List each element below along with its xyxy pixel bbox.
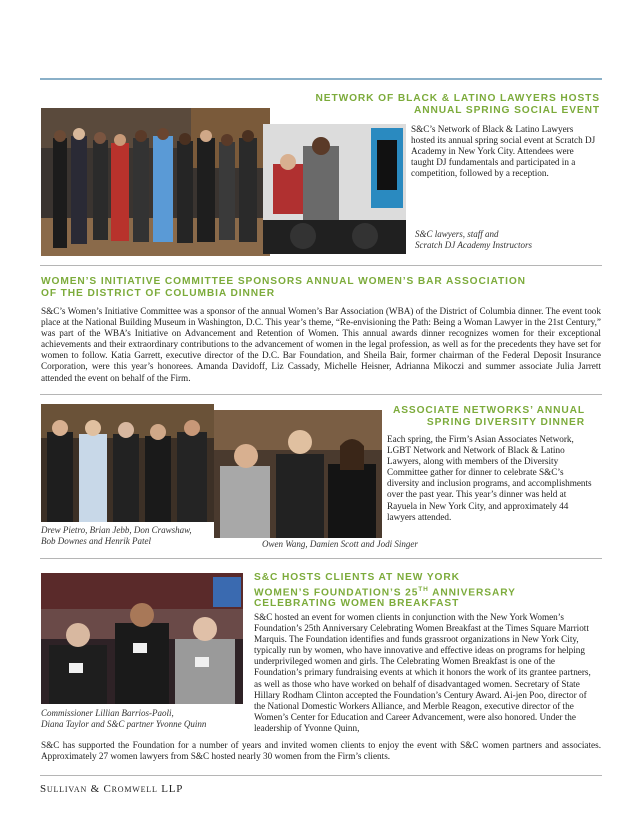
footer-logo — [40, 783, 183, 795]
section3-heading-line2: SPRING DIVERSITY DINNER — [426, 416, 585, 428]
divider-3 — [40, 558, 602, 559]
section1-heading — [260, 93, 600, 116]
section4-caption-line1: Commissioner Lillian Barrios-Paoli, — [41, 708, 174, 718]
section2-heading-line2: OF THE DISTRICT OF COLUMBIA DINNER — [41, 287, 275, 299]
section1-caption-line2: Scratch DJ Academy Instructors — [415, 240, 533, 250]
section4-heading-line3: CELEBRATING WOMEN BREAKFAST — [254, 598, 460, 610]
section1-caption — [415, 229, 600, 251]
section4-body: S&C hosted an event for women clients in conjunction with the New York Women’s Foundation’s 25th Anniversary Celebrating Women Breakfast at the Times Square Marriott Marquis. The Foundation identifies and funds grassroot organizations in New York City, typically run by women, who have innovative and effective ideas on programs for helping underprivileged women and girls. The Celebrating Women Breakfast is one of the Foundation’s primary fundraising events at which it honors the work of its grantee partners, as well as those who have worked on behalf of disadvantaged women. Secretary of State Hillary Rodham Clinton accepted the Foundation’s Century Award. Ai-jen Poo, director of the National Domestic Workers Alliance, and Merble Reagon, executive director of the Women’s Center for Education and Career Advancement, were also honored. Under the leadership of Yvonne Quinn, — [254, 612, 591, 733]
section4-heading-line2-sup: TH — [418, 585, 429, 593]
womens-breakfast-photo — [41, 573, 243, 704]
footer-logo-text: Sullivan & Cromwell LLP — [40, 783, 184, 795]
divider-4 — [40, 775, 602, 776]
section3-heading — [370, 405, 585, 428]
diversity-dinner-trio-photo — [214, 410, 382, 538]
section4-caption — [41, 708, 246, 730]
section1-heading-line1: NETWORK OF BLACK & LATINO LAWYERS HOSTS — [315, 93, 600, 104]
section4-caption-line2: Diana Taylor and S&C partner Yvonne Quinn — [41, 719, 207, 729]
section4-heading-line2 — [254, 584, 599, 599]
section4-heading-line2-b: ANNIVERSARY — [428, 586, 516, 598]
section2-heading — [41, 276, 601, 299]
top-rule — [40, 78, 602, 80]
section2-heading-line1: WOMEN’S INITIATIVE COMMITTEE SPONSORS ANNUAL WOMEN’S BAR ASSOCIATION — [41, 276, 526, 287]
divider-1 — [40, 265, 602, 266]
section3-caption-left — [41, 525, 216, 547]
dj-group-photo — [41, 108, 270, 256]
section4-heading-line1: S&C HOSTS CLIENTS AT NEW YORK — [254, 572, 460, 583]
section1-heading-line2: ANNUAL SPRING SOCIAL EVENT — [413, 104, 600, 116]
section2-body: S&C’s Women’s Initiative Committee was a sponsor of the annual Women’s Bar Association (WBA) of the District of Columbia dinner. The event took place at the National Building Museum in Washington, D.C. This year’s theme, “Re-envisioning the Path: Being a Woman Lawyer in the 21st Century,” was part of the WBA’s Initiative on Advancement and Retention of Women. This annual awards dinner recognizes women for their exceptional achievements and their extraordinary contributions to the advancement of women in the legal profession, as well as for the precedents they have set for women to follow. Katia Garrett, executive director of the D.C. Bar Foundation, and Sheila Bair, former chairman of the Federal Deposit Insurance Corporation, were this year’s honorees. Amanda Davidoff, Liz Cassady, Michelle Heisner, Adrianna Mikoczi and summer associate Julia Jarrett attended the event on behalf of the Firm. — [41, 306, 601, 383]
section1-caption-line1: S&C lawyers, staff and — [415, 229, 499, 239]
section4-heading-line2-a: WOMEN’S FOUNDATION’S 25 — [254, 586, 419, 598]
diversity-dinner-group-photo — [41, 404, 214, 522]
section4-body-full: S&C has supported the Foundation for a number of years and invited women clients to enjoy the event with S&C women partners and associates. Approximately 27 women lawyers from S&C hosted nearly 30 women from the Firm’s clients. — [41, 740, 601, 762]
dj-turntable-photo — [263, 124, 406, 254]
section3-caption-right: Owen Wang, Damien Scott and Jodi Singer — [262, 539, 418, 549]
section1-body: S&C’s Network of Black & Latino Lawyers hosted its annual spring social event at Scratch DJ Academy in New York City. Attendees were taught DJ fundamentals and participated in a competition, followed by a reception. — [411, 124, 596, 179]
section3-body: Each spring, the Firm’s Asian Associates Network, LGBT Network and Network of Black & Latino Lawyers, along with members of the Diversity Committee gather for dinner to celebrate S&C’s diversity and inclusion programs, and accomplishments over the past year. This year’s dinner was held at Rayuela in New York City, and approximately 44 lawyers attended. — [387, 434, 592, 522]
section3-caption-left-line2: Bob Downes and Henrik Patel — [41, 536, 151, 546]
section3-heading-line1: ASSOCIATE NETWORKS’ ANNUAL — [392, 405, 585, 416]
section4-heading — [254, 572, 599, 610]
divider-2 — [40, 394, 602, 395]
section3-caption-left-line1: Drew Pietro, Brian Jebb, Don Crawshaw, — [41, 525, 192, 535]
